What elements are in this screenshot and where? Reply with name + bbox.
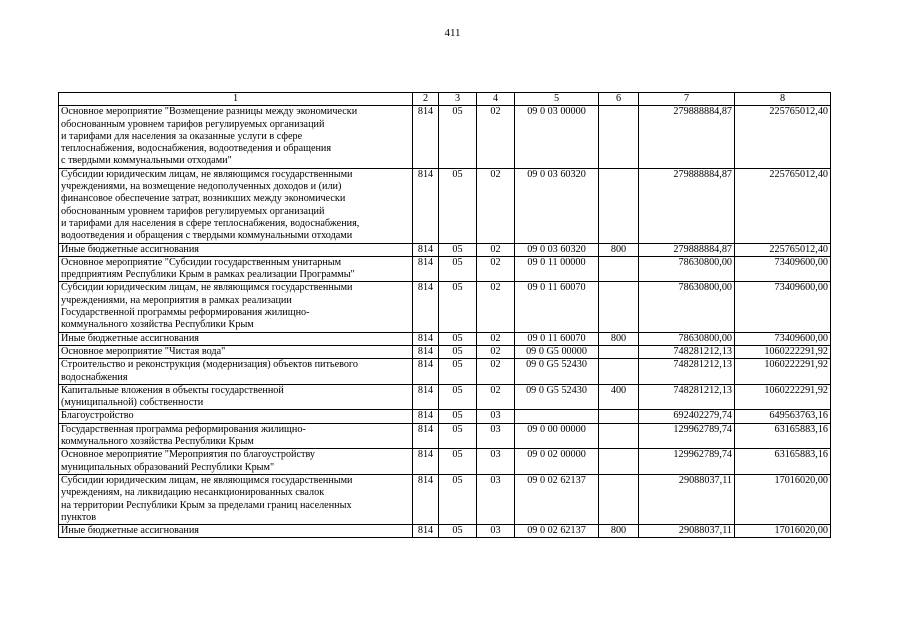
row-expense-type: 400 <box>599 384 639 410</box>
row-amount-year-2: 225765012,40 <box>735 168 831 243</box>
row-ministry-code: 814 <box>413 168 439 243</box>
row-amount-year-2: 63165883,16 <box>735 423 831 449</box>
row-section-code: 05 <box>439 410 477 423</box>
budget-table <box>58 92 831 538</box>
row-amount-year-1: 748281212,13 <box>639 359 735 385</box>
row-ministry-code: 814 <box>413 282 439 332</box>
row-ministry-code: 814 <box>413 345 439 358</box>
header-col-7: 7 <box>639 93 735 106</box>
table-row <box>59 282 831 332</box>
row-target-article: 09 0 03 00000 <box>515 106 599 168</box>
row-section-code: 05 <box>439 384 477 410</box>
row-expense-type <box>599 256 639 282</box>
table-row <box>59 359 831 385</box>
row-expense-type: 800 <box>599 332 639 345</box>
row-subsection-code: 02 <box>477 345 515 358</box>
table-row <box>59 410 831 423</box>
row-amount-year-2: 73409600,00 <box>735 332 831 345</box>
row-subsection-code: 03 <box>477 423 515 449</box>
row-amount-year-1: 29088037,11 <box>639 525 735 538</box>
row-subsection-code: 03 <box>477 449 515 475</box>
header-col-5: 5 <box>515 93 599 106</box>
table-row <box>59 525 831 538</box>
row-subsection-code: 02 <box>477 256 515 282</box>
row-target-article: 09 0 G5 52430 <box>515 359 599 385</box>
row-amount-year-1: 78630800,00 <box>639 282 735 332</box>
row-amount-year-2: 17016020,00 <box>735 525 831 538</box>
row-ministry-code: 814 <box>413 359 439 385</box>
row-ministry-code: 814 <box>413 243 439 256</box>
row-target-article: 09 0 02 00000 <box>515 449 599 475</box>
row-target-article <box>515 410 599 423</box>
row-ministry-code: 814 <box>413 332 439 345</box>
row-amount-year-2: 225765012,40 <box>735 243 831 256</box>
row-target-article: 09 0 G5 00000 <box>515 345 599 358</box>
row-amount-year-2: 225765012,40 <box>735 106 831 168</box>
row-expense-type <box>599 449 639 475</box>
header-row <box>59 93 831 106</box>
row-name: Основное мероприятие "Мероприятия по благоустройству муниципальных образований Республики Крым" <box>59 449 413 475</box>
row-target-article: 09 0 00 00000 <box>515 423 599 449</box>
header-col-1: 1 <box>59 93 413 106</box>
row-subsection-code: 03 <box>477 525 515 538</box>
header-col-8: 8 <box>735 93 831 106</box>
row-name: Основное мероприятие "Возмещение разницы между экономически обоснованным уровнем тарифов регулируемых организаций и тарифами для населения за оказанные услуги в сфере теплоснабжения, водоснабжения, водоотведения и обращения с твердыми коммунальными отходами" <box>59 106 413 168</box>
row-amount-year-1: 279888884,87 <box>639 106 735 168</box>
row-section-code: 05 <box>439 423 477 449</box>
row-expense-type <box>599 410 639 423</box>
row-target-article: 09 0 02 62137 <box>515 525 599 538</box>
table-row <box>59 243 831 256</box>
row-name: Субсидии юридическим лицам, не являющимся государственными учреждениями, на мероприятия в рамках реализации Государственной программы реформирования жилищно- коммунального хозяйства Республики Крым <box>59 282 413 332</box>
row-section-code: 05 <box>439 106 477 168</box>
row-subsection-code: 03 <box>477 474 515 524</box>
row-section-code: 05 <box>439 256 477 282</box>
row-name: Субсидии юридическим лицам, не являющимся государственными учреждениями, на возмещение недополученных доходов и (или) финансовое обеспечение затрат, возникших между экономически обоснованным уровнем тарифов регулируемых организаций и тарифами для населения в сфере теплоснабжения, водоснабжения, водоотведения и обращения с твердыми коммунальными отходами <box>59 168 413 243</box>
row-amount-year-2: 1060222291,92 <box>735 359 831 385</box>
row-ministry-code: 814 <box>413 525 439 538</box>
row-amount-year-1: 129962789,74 <box>639 423 735 449</box>
row-subsection-code: 02 <box>477 243 515 256</box>
row-name: Иные бюджетные ассигнования <box>59 332 413 345</box>
row-section-code: 05 <box>439 345 477 358</box>
table-row <box>59 384 831 410</box>
row-name: Иные бюджетные ассигнования <box>59 243 413 256</box>
row-expense-type <box>599 282 639 332</box>
row-subsection-code: 03 <box>477 410 515 423</box>
table-row <box>59 474 831 524</box>
row-target-article: 09 0 03 60320 <box>515 168 599 243</box>
row-section-code: 05 <box>439 282 477 332</box>
row-section-code: 05 <box>439 359 477 385</box>
row-section-code: 05 <box>439 525 477 538</box>
row-amount-year-1: 279888884,87 <box>639 243 735 256</box>
row-section-code: 05 <box>439 168 477 243</box>
row-amount-year-1: 29088037,11 <box>639 474 735 524</box>
header-col-6: 6 <box>599 93 639 106</box>
row-amount-year-2: 63165883,16 <box>735 449 831 475</box>
header-col-2: 2 <box>413 93 439 106</box>
table-row <box>59 168 831 243</box>
table-row <box>59 332 831 345</box>
table-row <box>59 256 831 282</box>
row-expense-type: 800 <box>599 525 639 538</box>
row-name: Иные бюджетные ассигнования <box>59 525 413 538</box>
table-row <box>59 106 831 168</box>
row-amount-year-2: 73409600,00 <box>735 282 831 332</box>
row-ministry-code: 814 <box>413 106 439 168</box>
table-body <box>59 106 831 538</box>
row-section-code: 05 <box>439 449 477 475</box>
row-target-article: 09 0 11 60070 <box>515 282 599 332</box>
row-target-article: 09 0 G5 52430 <box>515 384 599 410</box>
row-amount-year-2: 1060222291,92 <box>735 345 831 358</box>
row-ministry-code: 814 <box>413 256 439 282</box>
row-name: Государственная программа реформирования жилищно- коммунального хозяйства Республики Крым <box>59 423 413 449</box>
row-amount-year-2: 1060222291,92 <box>735 384 831 410</box>
row-amount-year-1: 78630800,00 <box>639 332 735 345</box>
page-number: 411 <box>444 27 461 39</box>
row-name: Основное мероприятие "Чистая вода" <box>59 345 413 358</box>
row-amount-year-1: 748281212,13 <box>639 345 735 358</box>
row-amount-year-1: 748281212,13 <box>639 384 735 410</box>
row-ministry-code: 814 <box>413 384 439 410</box>
row-subsection-code: 02 <box>477 282 515 332</box>
row-name: Благоустройство <box>59 410 413 423</box>
row-expense-type <box>599 168 639 243</box>
row-amount-year-2: 649563763,16 <box>735 410 831 423</box>
row-ministry-code: 814 <box>413 474 439 524</box>
row-subsection-code: 02 <box>477 106 515 168</box>
row-expense-type <box>599 423 639 449</box>
row-expense-type <box>599 359 639 385</box>
row-ministry-code: 814 <box>413 449 439 475</box>
row-section-code: 05 <box>439 332 477 345</box>
row-expense-type <box>599 345 639 358</box>
row-subsection-code: 02 <box>477 332 515 345</box>
header-col-4: 4 <box>477 93 515 106</box>
row-section-code: 05 <box>439 474 477 524</box>
table-row <box>59 423 831 449</box>
table-row <box>59 449 831 475</box>
row-subsection-code: 02 <box>477 168 515 243</box>
row-amount-year-2: 17016020,00 <box>735 474 831 524</box>
row-expense-type <box>599 106 639 168</box>
row-section-code: 05 <box>439 243 477 256</box>
header-col-3: 3 <box>439 93 477 106</box>
row-name: Основное мероприятие "Субсидии государственным унитарным предприятиям Республики Крым в рамках реализации Программы" <box>59 256 413 282</box>
row-amount-year-1: 78630800,00 <box>639 256 735 282</box>
row-target-article: 09 0 11 60070 <box>515 332 599 345</box>
row-name: Капитальные вложения в объекты государственной (муниципальной) собственности <box>59 384 413 410</box>
row-expense-type <box>599 474 639 524</box>
row-target-article: 09 0 03 60320 <box>515 243 599 256</box>
row-ministry-code: 814 <box>413 410 439 423</box>
row-target-article: 09 0 02 62137 <box>515 474 599 524</box>
row-name: Субсидии юридическим лицам, не являющимся государственными учреждениям, на ликвидацию несанкционированных свалок на территории Республики Крым за пределами границ населенных пунктов <box>59 474 413 524</box>
table-row <box>59 345 831 358</box>
row-subsection-code: 02 <box>477 359 515 385</box>
row-expense-type: 800 <box>599 243 639 256</box>
row-amount-year-2: 73409600,00 <box>735 256 831 282</box>
row-amount-year-1: 279888884,87 <box>639 168 735 243</box>
row-name: Строительство и реконструкция (модернизация) объектов питьевого водоснабжения <box>59 359 413 385</box>
row-ministry-code: 814 <box>413 423 439 449</box>
row-target-article: 09 0 11 00000 <box>515 256 599 282</box>
row-amount-year-1: 129962789,74 <box>639 449 735 475</box>
row-amount-year-1: 692402279,74 <box>639 410 735 423</box>
row-subsection-code: 02 <box>477 384 515 410</box>
